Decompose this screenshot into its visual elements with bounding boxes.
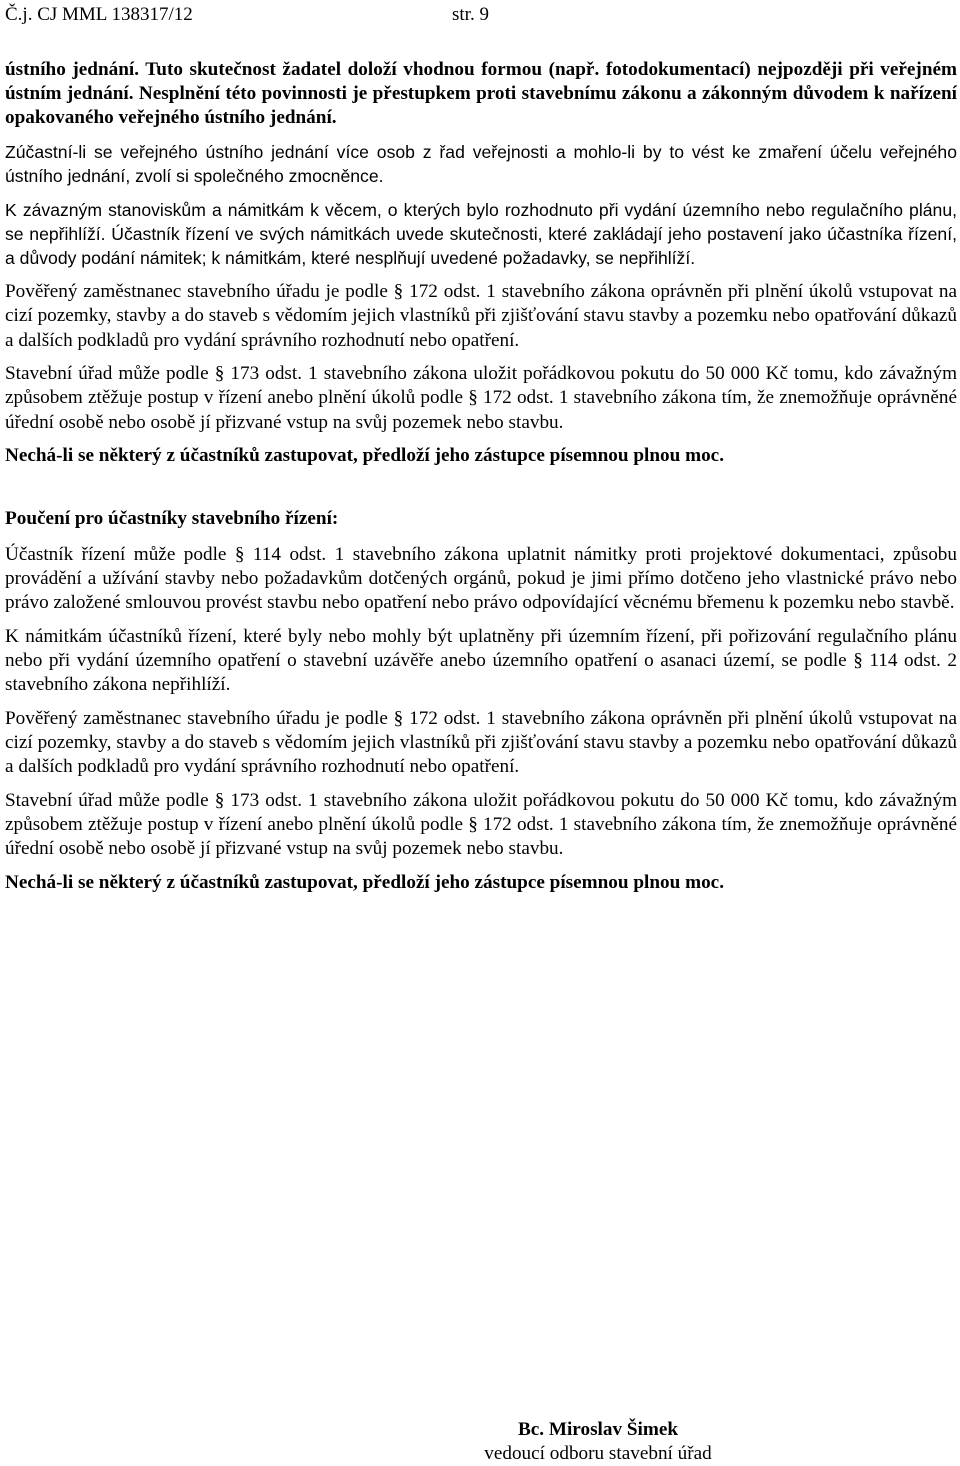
paragraph-common-representative: Zúčastní-li se veřejného ústního jednání více osob z řad veřejnosti a mohlo-li by to vést ke zmaření účelu veřejného ústního jednání, zvolí si společného zmocněnce. [5, 142, 957, 187]
paragraph-participant-objections: Účastník řízení může podle § 114 odst. 1 stavebního zákona uplatnit námitky proti projektové dokumentaci, způsobu provádění a užívání stavby nebo požadavkům dotčených orgánů, pokud je jimi přímo dotčeno jeho vlastnické právo nebo právo založené smlouvou provést stavbu nebo opatření nebo právo odpovídající věcnému břemenu k pozemku nebo stavbě. [5, 543, 957, 614]
reference-number: Č.j. CJ MML 138317/12 [5, 4, 193, 25]
paragraph-fine-2: Stavební úřad může podle § 173 odst. 1 stavebního zákona uložit pořádkovou pokutu do 50 000 Kč tomu, kdo závažným způsobem ztěžuje postup v řízení anebo plnění úkolů podle § 172 odst. 1 stavebního zákona tím, že znemožňuje oprávněné úřední osobě nebo osobě jí přizvané vstup na svůj pozemek nebo stavbu. [5, 790, 957, 860]
paragraph-power-of-attorney: Nechá-li se některý z účastníků zastupovat, předloží jeho zástupce písemnou plnou moc. [5, 445, 724, 467]
document-body [5, 58, 957, 905]
signature-block [458, 1418, 738, 1466]
page-header [5, 3, 955, 27]
paragraph-authorized-employee: Pověřený zaměstnanec stavebního úřadu je podle § 172 odst. 1 stavebního zákona oprávněn při plnění úkolů vstupovat na cizí pozemky, stavby a do staveb s vědomím jejich vlastníků při zjišťování stavu stavby a pozemku nebo opatřování důkazů a dalších podkladů pro vydání správního rozhodnutí nebo opatření. [5, 281, 957, 351]
paragraph-fine: Stavební úřad může podle § 173 odst. 1 stavebního zákona uložit pořádkovou pokutu do 50 000 Kč tomu, kdo závažným způsobem ztěžuje postup v řízení anebo plnění úkolů podle § 172 odst. 1 stavebního zákona tím, že znemožňuje oprávněné úřední osobě nebo osobě jí přizvané vstup na svůj pozemek nebo stavbu. [5, 363, 957, 433]
paragraph-zoning-objections: K námitkám účastníků řízení, které byly nebo mohly být uplatněny při územním řízení, při pořizování regulačního plánu nebo při vydání územního opatření o stavební uzávěře anebo územního opatření o asanaci území, se podle § 114 odst. 2 stavebního zákona nepřihlíží. [5, 625, 957, 696]
section-heading: Poučení pro účastníky stavebního řízení: [5, 507, 339, 529]
paragraph-power-of-attorney-2: Nechá-li se některý z účastníků zastupovat, předloží jeho zástupce písemnou plnou moc. [5, 872, 724, 894]
signatory-name: Bc. Miroslav Šimek [517, 1419, 679, 1440]
paragraph-public-hearing: ústního jednání. Tuto skutečnost žadatel doloží vhodnou formou (např. fotodokumentací) nejpozději při veřejném ústním jednání. Nesplnění této povinnosti je přestupkem proti stavebnímu zákonu a zákonným důvodem k nařízení opakovaného veřejného ústního jednání. [5, 59, 957, 129]
page-number: str. 9 [452, 4, 489, 25]
paragraph-objections: K závazným stanoviskům a námitkám k věcem, o kterých bylo rozhodnuto při vydání územního nebo regulačního plánu, se nepřihlíží. Účastník řízení ve svých námitkách uvede skutečnosti, které zakládají jeho postavení jako účastníka řízení, a důvody podání námitek; k námitkám, které nesplňují uvedené požadavky, se nepřihlíží. [5, 200, 957, 269]
paragraph-authorized-employee-2: Pověřený zaměstnanec stavebního úřadu je podle § 172 odst. 1 stavebního zákona oprávněn při plnění úkolů vstupovat na cizí pozemky, stavby a do staveb s vědomím jejich vlastníků při zjišťování stavu stavby a pozemku nebo opatřování důkazů a dalších podkladů pro vydání správního rozhodnutí nebo opatření. [5, 707, 957, 778]
signatory-role: vedoucí odboru stavební úřad [484, 1443, 712, 1464]
